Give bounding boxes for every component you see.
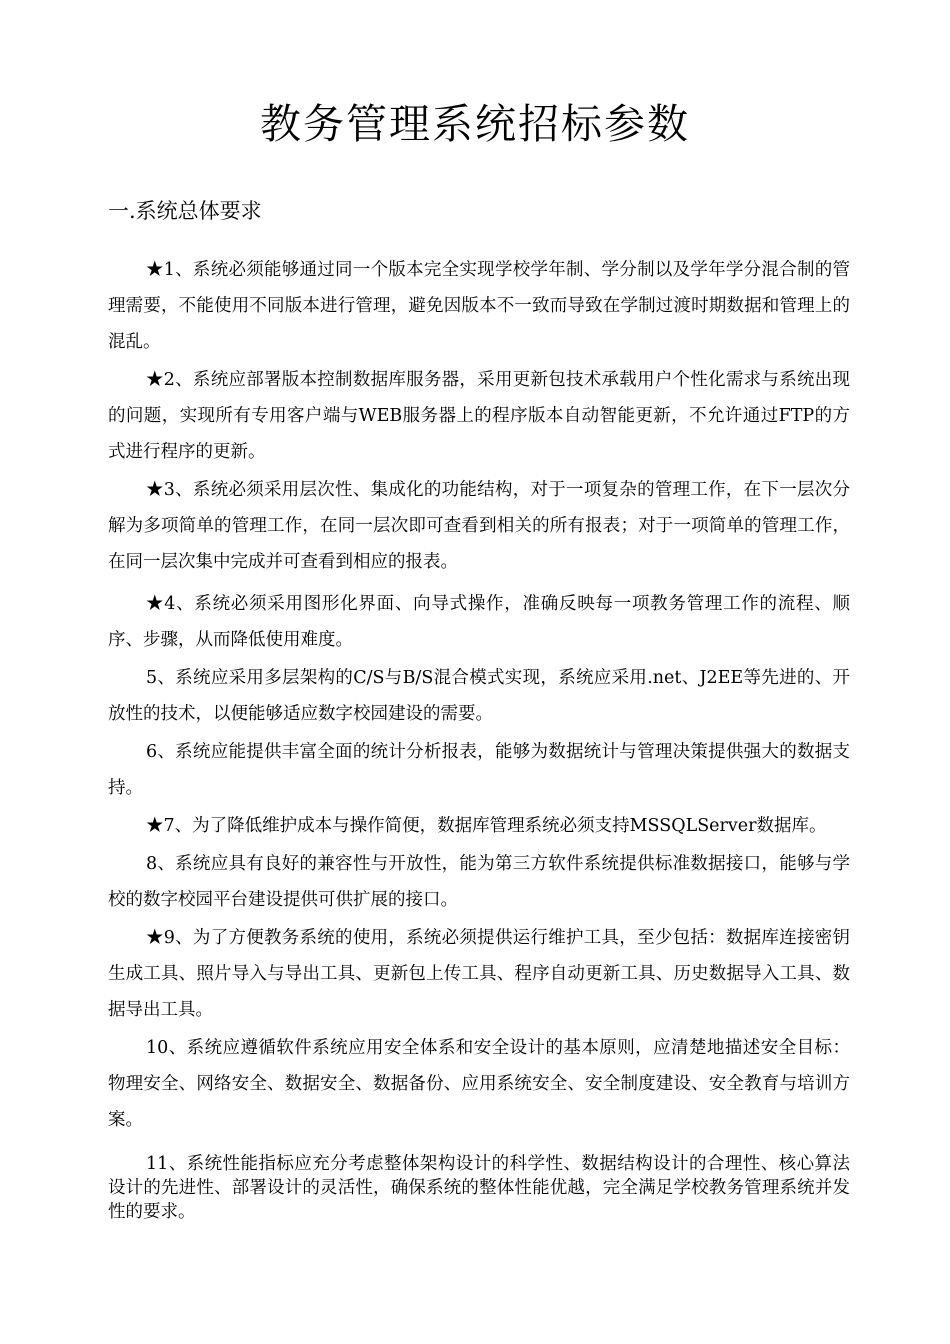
requirement-paragraph-2: ★2、系统应部署版本控制数据库服务器，采用更新包技术承载用户个性化需求与系统出现的问题，实现所有专用客户端与WEB服务器上的程序版本自动智能更新，不允许通过FTP的方式进行程序的更新。: [108, 370, 850, 462]
requirement-paragraph-11: 11、系统性能指标应充分考虑整体架构设计的科学性、数据结构设计的合理性、核心算法设计的先进性、部署设计的灵活性，确保系统的整体性能优越，完全满足学校教务管理系统并发性的要求。: [108, 1154, 850, 1222]
requirement-paragraph-10: 10、系统应遵循软件系统应用安全体系和安全设计的基本原则，应清楚地描述安全目标：物理安全、网络安全、数据安全、数据备份、应用系统安全、安全制度建设、安全教育与培训方案。: [108, 1038, 850, 1130]
requirement-paragraph-5: 5、系统应采用多层架构的C/S与B/S混合模式实现，系统应采用.net、J2EE等先进的、开放性的技术，以便能够适应数字校园建设的需要。: [108, 668, 850, 724]
requirement-paragraph-1: ★1、系统必须能够通过同一个版本完全实现学校学年制、学分制以及学年学分混合制的管理需要，不能使用不同版本进行管理，避免因版本不一致而导致在学制过渡时期数据和管理上的混乱。: [108, 260, 850, 352]
section-heading: 一.系统总体要求: [108, 199, 262, 223]
document-title: 教务管理系统招标参数: [260, 100, 690, 148]
requirement-paragraph-9: ★9、为了方便教务系统的使用，系统必须提供运行维护工具，至少包括：数据库连接密钥生成工具、照片导入与导出工具、更新包上传工具、程序自动更新工具、历史数据导入工具、数据导出工具。: [108, 928, 850, 1020]
requirement-paragraph-6: 6、系统应能提供丰富全面的统计分析报表，能够为数据统计与管理决策提供强大的数据支持。: [108, 742, 850, 798]
requirement-paragraph-8: 8、系统应具有良好的兼容性与开放性，能为第三方软件系统提供标准数据接口，能够与学校的数字校园平台建设提供可供扩展的接口。: [108, 854, 850, 910]
requirement-paragraph-4: ★4、系统必须采用图形化界面、向导式操作，准确反映每一项教务管理工作的流程、顺序、步骤，从而降低使用难度。: [108, 594, 850, 650]
requirement-paragraph-3: ★3、系统必须采用层次性、集成化的功能结构，对于一项复杂的管理工作，在下一层次分解为多项简单的管理工作，在同一层次即可查看到相关的所有报表；对于一项简单的管理工作，在同一层次集中完成并可查看到相应的报表。: [108, 480, 850, 572]
requirement-paragraph-7: ★7、为了降低维护成本与操作简便，数据库管理系统必须支持MSSQLServer数据库。: [146, 816, 827, 836]
